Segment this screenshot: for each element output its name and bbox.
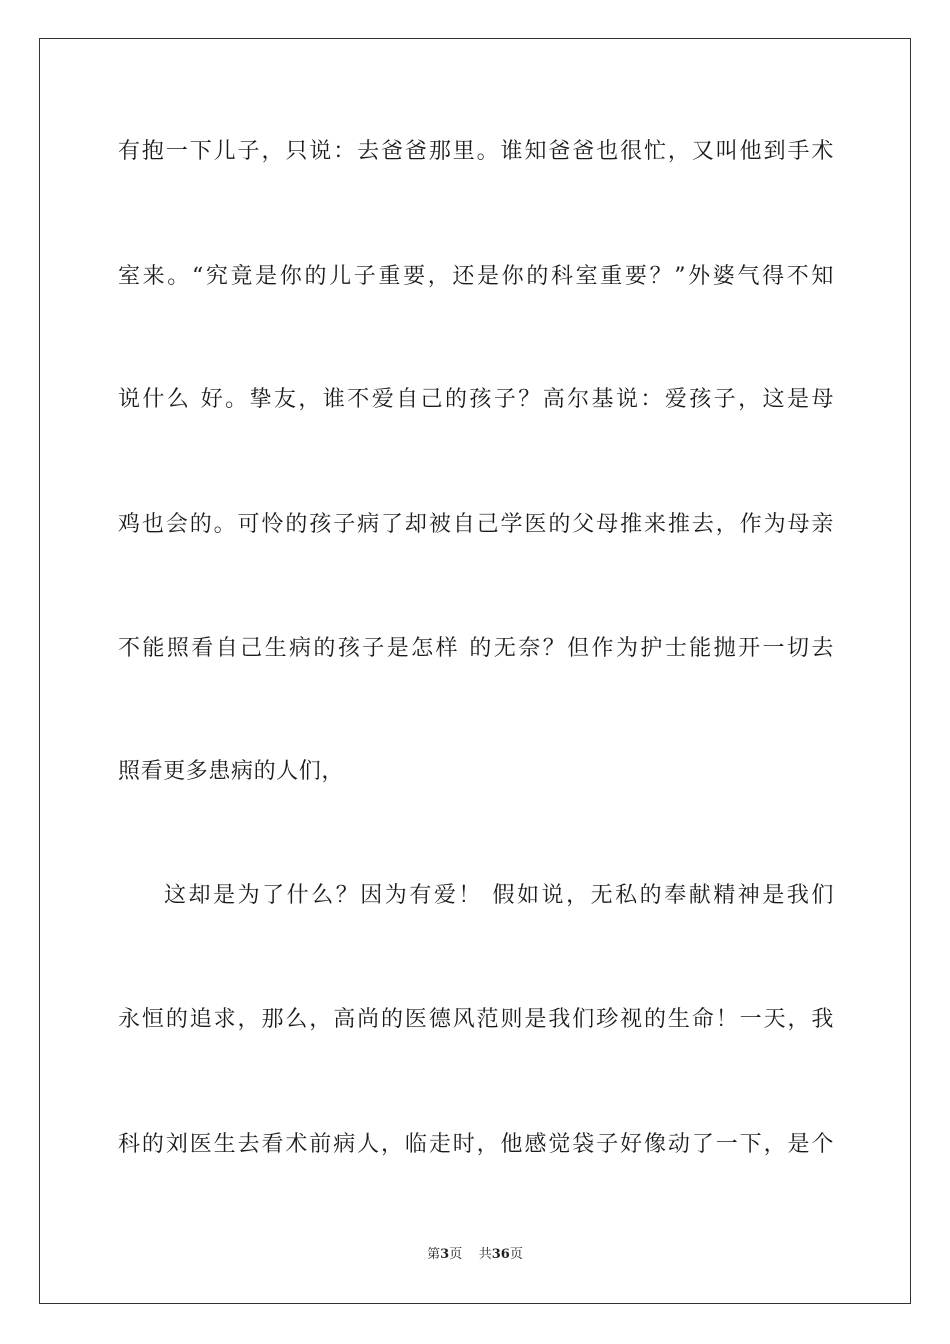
- total-suffix: 页: [509, 1247, 523, 1262]
- page-border: [39, 38, 911, 1304]
- paragraph-line-6: 照看更多患病的人们，: [118, 759, 345, 784]
- paragraph-line-4: 鸡也会的。可怜的孩子病了却被自己学医的父母推来推去，作为母亲: [118, 512, 834, 537]
- paragraph-line-8: 永恒的追求，那么，高尚的医德风范则是我们珍视的生命！一天，我: [118, 1007, 834, 1032]
- paragraph-line-1: 有抱一下儿子，只说：去爸爸那里。谁知爸爸也很忙，又叫他到手术: [118, 139, 834, 164]
- page-prefix: 第: [427, 1247, 441, 1262]
- paragraph-line-7: 这却是为了什么？因为有爱！ 假如说，无私的奉献精神是我们: [164, 883, 834, 908]
- paragraph-line-5: 不能照看自己生病的孩子是怎样 的无奈？但作为护士能抛开一切去: [118, 636, 834, 661]
- page-footer: [0, 1246, 950, 1264]
- page-number: 3: [440, 1247, 450, 1262]
- paragraph-line-2: 室来。“究竟是你的儿子重要，还是你的科室重要？”外婆气得不知: [118, 264, 834, 289]
- page-suffix: 页: [449, 1247, 463, 1262]
- paragraph-line-3: 说什么 好。挚友，谁不爱自己的孩子？高尔基说：爱孩子，这是母: [118, 387, 834, 412]
- total-prefix: 共: [478, 1247, 492, 1262]
- paragraph-line-9: 科的刘医生去看术前病人，临走时，他感觉袋子好像动了一下，是个: [118, 1132, 834, 1157]
- total-pages: 36: [491, 1247, 510, 1262]
